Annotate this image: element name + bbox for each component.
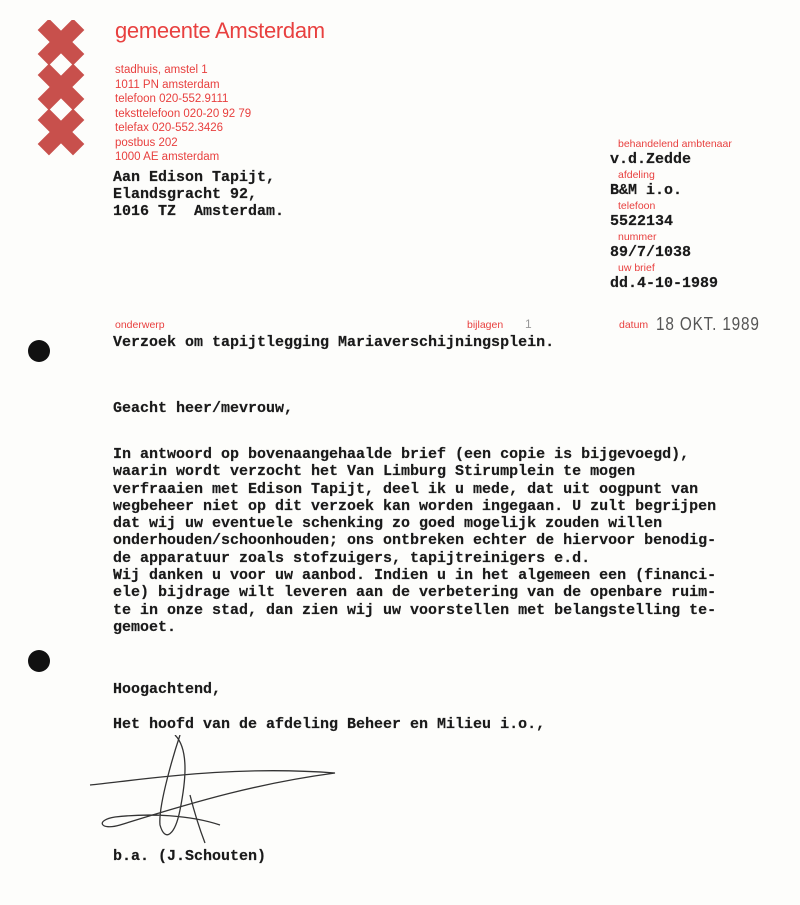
body-line: onderhouden/schoonhouden; ons ontbreken echter de hiervoor benodig- (113, 532, 717, 550)
punch-hole (28, 340, 50, 362)
recipient-line: 1016 TZ Amsterdam. (113, 203, 285, 220)
enclosures-count: 1 (525, 317, 532, 331)
letter-body (113, 446, 716, 636)
recipient-address (113, 169, 284, 220)
address-line: 1000 AE amsterdam (115, 151, 220, 163)
body-line: ele) bijdrage wilt leveren aan de verbetering van de openbare ruim- (113, 584, 717, 602)
address-line: postbus 202 (115, 136, 178, 149)
date-label: datum (619, 319, 649, 331)
handwritten-signature (80, 735, 340, 845)
recipient-line: Aan Edison Tapijt, (113, 169, 276, 186)
date-stamp: 18 OKT. 1989 (656, 314, 760, 334)
meta-label: telefoon (618, 200, 656, 212)
meta-value: 5522134 (610, 213, 674, 230)
sender-address (115, 63, 251, 165)
address-line: stadhuis, amstel 1 (115, 64, 208, 76)
salutation: Geacht heer/mevrouw, (113, 400, 294, 417)
amsterdam-crosses-logo (36, 20, 86, 156)
closing: Hoogachtend, (113, 681, 222, 698)
meta-label: behandelend ambtenaar (618, 138, 732, 150)
body-line: In antwoord op bovenaangehaalde brief (een copie is bijgevoegd), (113, 446, 690, 463)
subject-text: Verzoek om tapijtlegging Mariaverschijningsplein. (113, 334, 555, 351)
meta-value: 89/7/1038 (610, 244, 692, 261)
meta-label: uw brief (618, 262, 655, 274)
meta-value: dd.4-10-1989 (610, 275, 719, 292)
body-line: verfraaien met Edison Tapijt, deel ik u mede, dat uit oogpunt van (113, 480, 699, 498)
meta-label: afdeling (618, 169, 655, 181)
subject-label: onderwerp (115, 319, 165, 331)
punch-hole (28, 650, 50, 672)
meta-value: B&M i.o. (610, 182, 683, 199)
meta-label: nummer (618, 231, 657, 243)
body-line: gemoet. (113, 618, 177, 636)
signed-by: b.a. (J.Schouten) (113, 848, 267, 865)
signatory-line: Het hoofd van de afdeling Beheer en Milieu i.o., (113, 716, 546, 733)
organization-name: gemeente Amsterdam (115, 18, 325, 43)
enclosures-label: bijlagen (467, 319, 504, 331)
address-line: 1011 PN amsterdam (115, 78, 220, 91)
body-line: de apparatuur zoals stofzuigers, tapijtreinigers e.d. (113, 549, 591, 567)
reference-block (610, 138, 732, 293)
address-line: telefoon 020-552.9111 (115, 93, 229, 105)
body-line: Wij danken u voor uw aanbod. Indien u in het algemeen een (financi- (113, 567, 717, 585)
body-line: te in onze stad, dan zien wij uw voorstellen met belangstelling te- (113, 601, 717, 619)
recipient-line: Elandsgracht 92, (113, 186, 258, 203)
address-line: teksttelefoon 020-20 92 79 (115, 107, 252, 120)
body-line: waarin wordt verzocht het Van Limburg Stirumplein te mogen (113, 463, 636, 481)
body-line: dat wij uw eventuele schenking zo goed mogelijk zouden willen (113, 515, 663, 533)
body-line: wegbeheer niet op dit verzoek kan worden ingegaan. U zult begrijpen (113, 497, 717, 515)
address-line: telefax 020-552.3426 (115, 122, 224, 134)
meta-value: v.d.Zedde (610, 151, 692, 168)
